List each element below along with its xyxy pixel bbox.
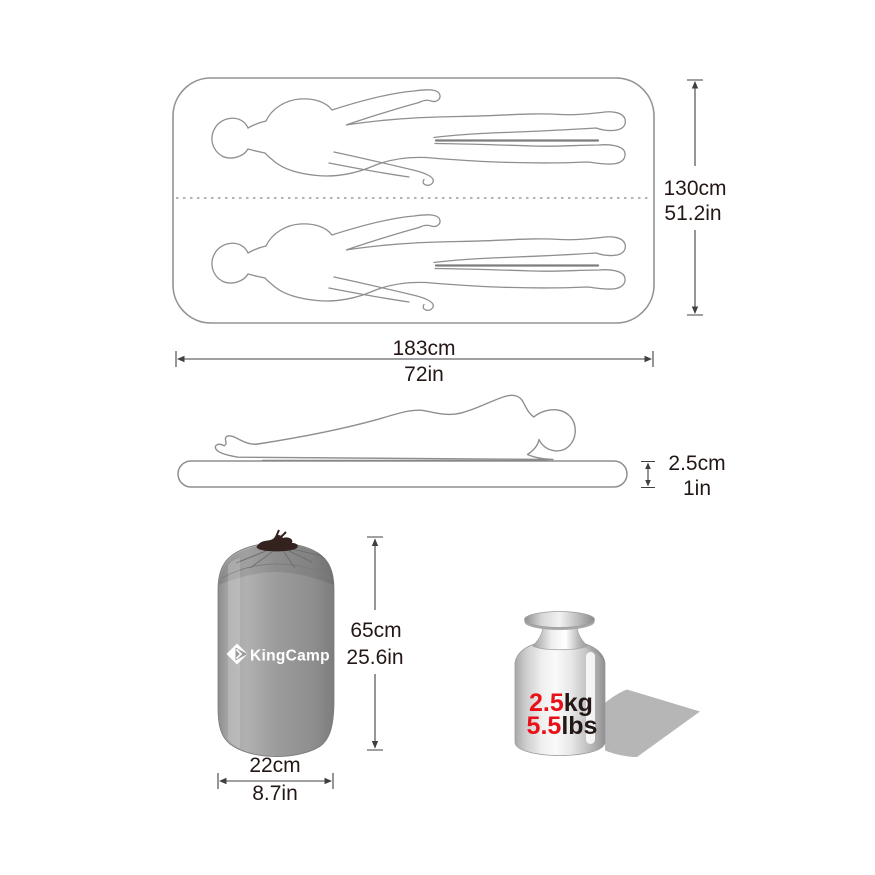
weight-kg-value: 2.5 [529,689,564,717]
arrow-left-icon [177,356,185,362]
weight-shadow [605,690,700,758]
sack-height-in-label: 25.6in [346,646,404,669]
weight-kg-unit: kg [563,689,593,717]
sack-diameter-in-label: 8.7in [252,782,298,805]
weight-icon [515,612,700,758]
mattress-width-cm-label: 130cm [663,177,727,200]
pad-side-view [178,395,627,487]
arrow-down-icon [645,480,651,487]
mattress-length-cm-label: 183cm [392,337,456,360]
arrow-up-icon [692,81,698,89]
dimension-mattress-width [663,80,726,315]
pad-outline [178,461,627,487]
arrow-down-icon [372,741,378,749]
weight-lb-unit: lbs [561,712,598,740]
person-silhouette-side [215,395,575,459]
arrow-right-icon [325,778,333,784]
mattress-length-in-label: 72in [404,363,444,386]
arrow-up-icon [372,539,378,547]
pad-thickness-in-label: 1in [682,477,712,500]
dimension-sack-height [346,537,403,750]
sack-diameter-cm-label: 22cm [249,754,301,777]
arrow-left-icon [219,778,227,784]
weight-lb-label [527,712,598,740]
weight-disc [525,612,595,628]
mattress-top-view [173,78,654,323]
weight-lb-value: 5.5 [526,712,562,740]
arrow-up-icon [645,463,651,470]
dimension-pad-thickness [641,452,726,500]
mattress-width-in-label: 51.2in [664,202,722,225]
drawstring-knot [257,535,298,551]
arrow-right-icon [645,356,653,362]
dimension-mattress-length [176,337,653,386]
kingcamp-brand-label: KingCamp [250,647,330,665]
dimension-sack-diameter [218,754,333,805]
arrow-down-icon [692,307,698,315]
drawstring-sprig [276,530,286,537]
stuff-sack [218,530,334,757]
sack-height-cm-label: 65cm [350,619,402,642]
pad-thickness-cm-label: 2.5cm [668,452,726,475]
